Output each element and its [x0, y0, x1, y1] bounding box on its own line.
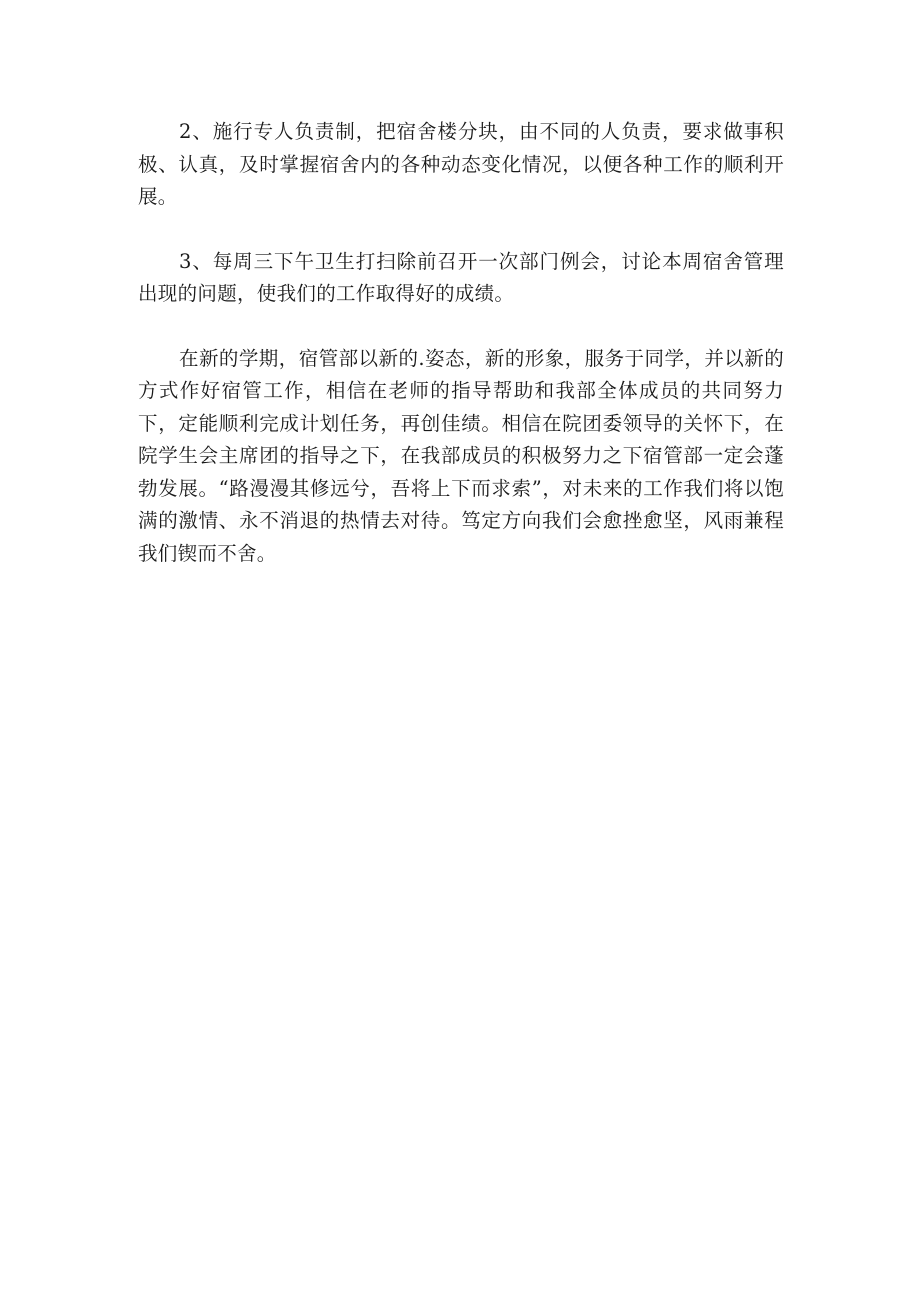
- paragraph-responsibility: 2、施行专人负责制，把宿舍楼分块，由不同的人负责，要求做事积极、认真，及时掌握宿舍内的各种动态变化情况，以便各种工作的顺利开展。: [138, 120, 784, 208]
- paragraph-weekly-meeting: 3、每周三下午卫生打扫除前召开一次部门例会，讨论本周宿舍管理出现的问题，使我们的工作取得好的成绩。: [138, 249, 784, 305]
- paragraph-new-semester: 在新的学期，宿管部以新的.姿态，新的形象，服务于同学，并以新的方式作好宿管工作，相信在老师的指导帮助和我部全体成员的共同努力下，定能顺利完成计划任务，再创佳绩。相信在院团委领导的关怀下，在院学生会主席团的指导之下，在我部成员的积极努力之下宿管部一定会蓬勃发展。“路漫漫其修远兮，吾将上下而求索”，对未来的工作我们将以饱满的激情、永不消退的热情去对待。笃定方向我们会愈挫愈坚，风雨兼程我们锲而不舍。: [138, 346, 784, 565]
- document-body: [138, 116, 784, 602]
